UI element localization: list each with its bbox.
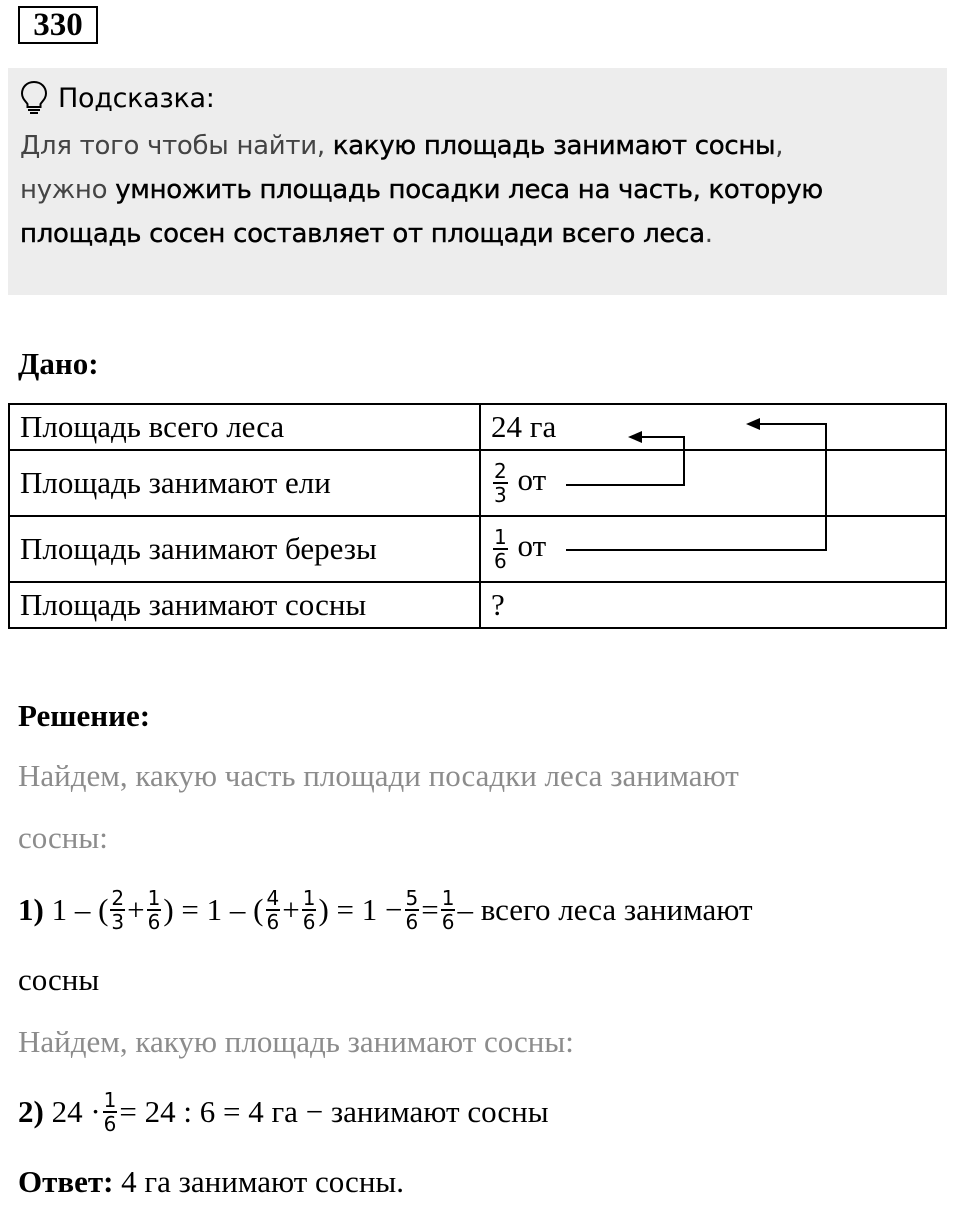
fraction-numerator: 1 bbox=[441, 886, 455, 910]
equation-text: + bbox=[127, 892, 145, 927]
equation-text: – всего леса занимают bbox=[457, 892, 753, 927]
solution-step-1 bbox=[18, 882, 753, 938]
equation-text: ) = 1 – ( bbox=[163, 892, 264, 927]
fraction-numerator: 1 bbox=[147, 886, 161, 910]
arrow-head bbox=[746, 418, 760, 430]
fraction-numerator: 1 bbox=[494, 525, 507, 549]
hint-text-part: . bbox=[704, 219, 713, 249]
fraction-numerator: 4 bbox=[266, 886, 280, 910]
hint-title: Подсказка: bbox=[58, 82, 215, 114]
equation-text: + bbox=[282, 892, 300, 927]
table-cell-value: ? bbox=[480, 582, 946, 628]
fraction-denominator: 6 bbox=[147, 910, 161, 934]
solution-step-2 bbox=[18, 1084, 549, 1140]
answer-line bbox=[18, 1164, 404, 1200]
equation-text: 1 – ( bbox=[43, 892, 109, 927]
answer-label: Ответ: bbox=[18, 1164, 114, 1199]
fraction-denominator: 6 bbox=[302, 910, 316, 934]
equation-text: 24 · bbox=[43, 1094, 101, 1129]
fraction-denominator: 3 bbox=[494, 483, 507, 507]
equation-text: ) = 1 − bbox=[318, 892, 403, 927]
fraction-denominator: 6 bbox=[266, 910, 280, 934]
equation-text: = bbox=[421, 892, 439, 927]
table-cell-label: Площадь всего леса bbox=[9, 404, 480, 450]
table-cell-label: Площадь занимают сосны bbox=[9, 582, 480, 628]
fraction-numerator: 1 bbox=[103, 1088, 117, 1112]
fraction bbox=[441, 887, 456, 933]
fraction-denominator: 6 bbox=[405, 910, 419, 934]
solution-note-continued: сосны: bbox=[18, 820, 108, 855]
table-cell-label: Площадь занимают березы bbox=[9, 516, 480, 582]
equation-text: = 24 : 6 = 4 га − занимают сосны bbox=[119, 1094, 549, 1129]
fraction bbox=[110, 887, 125, 933]
fraction bbox=[147, 887, 162, 933]
fraction-denominator: 6 bbox=[441, 910, 455, 934]
fraction-denominator: 6 bbox=[494, 549, 507, 573]
hint-emphasis: умножить площадь посадки леса на часть, которую bbox=[115, 175, 823, 205]
solution-note: Найдем, какую площадь занимают сосны: bbox=[18, 1024, 574, 1059]
hint-text-part: , bbox=[775, 131, 784, 161]
given-label: Дано: bbox=[18, 346, 99, 381]
fraction-denominator: 6 bbox=[103, 1112, 117, 1136]
solution-label: Решение: bbox=[18, 698, 151, 733]
solution-step-1-continued: сосны bbox=[18, 962, 100, 997]
fraction bbox=[103, 1089, 118, 1135]
fraction-numerator: 2 bbox=[111, 886, 125, 910]
table-cell-label: Площадь занимают ели bbox=[9, 450, 480, 516]
fraction bbox=[405, 887, 420, 933]
solution-note: Найдем, какую часть площади посадки леса занимают bbox=[18, 758, 739, 793]
fraction-numerator: 5 bbox=[405, 886, 419, 910]
step-number: 2) bbox=[18, 1094, 44, 1129]
fraction bbox=[266, 887, 281, 933]
suffix-text: от bbox=[517, 462, 547, 498]
fraction bbox=[302, 887, 317, 933]
step-number: 1) bbox=[18, 892, 44, 927]
arrow-firs-to-total bbox=[566, 437, 684, 485]
task-number: 330 bbox=[18, 6, 98, 44]
hint-text-part: нужно bbox=[20, 175, 116, 205]
hint-emphasis: площадь сосен составляет от площади всего леса bbox=[20, 219, 705, 249]
fraction-numerator: 2 bbox=[494, 459, 507, 483]
suffix-text: от bbox=[517, 528, 547, 564]
answer-text: 4 га занимают сосны. bbox=[113, 1164, 404, 1199]
fraction-numerator: 1 bbox=[302, 886, 316, 910]
hint-emphasis: какую площадь занимают сосны bbox=[332, 131, 776, 161]
hint-text-part: Для того чтобы найти, bbox=[20, 131, 333, 161]
table-cell-value: 24 га bbox=[480, 404, 946, 450]
fraction-denominator: 3 bbox=[111, 910, 125, 934]
arrow-birches-to-total bbox=[566, 424, 826, 550]
arrow-head bbox=[628, 431, 642, 443]
